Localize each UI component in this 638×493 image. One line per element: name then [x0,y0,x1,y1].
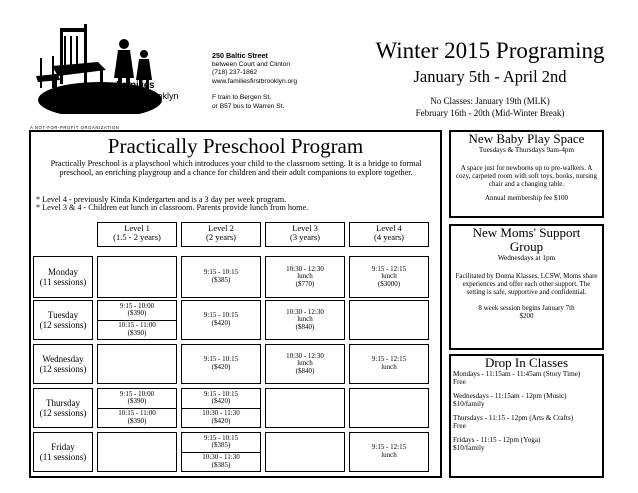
slot-tue-level1 [97,300,177,340]
slot-time: 10:15 - 11:00 [118,409,156,418]
slot-time: 9:15 - 10:15 [203,268,239,277]
slot-price: ($390) [127,397,147,406]
slot-time: 9:15 - 10:15 [203,311,239,320]
level-ages: (1.5 - 2 years) [113,232,161,242]
baby-play-space-box [449,130,604,218]
moms-support-price: $200 [519,312,534,320]
slot-price: ($420) [211,397,231,406]
logo-first-brooklyn [124,91,179,101]
slot-fri-level4 [349,432,429,472]
tagline: A NOT-FOR-PROFIT ORGANIZATION [30,125,120,130]
drop-in-item [453,414,600,430]
preschool-program-box [29,130,442,478]
level-ages: (2 years) [206,232,236,242]
slot-part [98,389,176,408]
slot-mon-level2 [181,256,261,298]
slot-wed-level3 [265,344,345,384]
slot-price: ($770) [295,279,315,288]
level-note: * Level 4 - previously Kinda Kindergarten and is a 3 day per week program. [36,195,287,204]
moms-support-description: Facilitated by Donna Klasses, LCSW, Moms share experiences and offer each other support. The setting is safe, supportive and confidential. [455,272,598,296]
slot-mon-level1 [97,256,177,298]
slot-part [98,301,176,320]
slot-wed-level4 [349,344,429,384]
baby-play-space-title: New Baby Play Space [468,131,585,146]
slot-time: 10:30 - 11:30 [202,453,240,462]
slot-wed-level1 [97,344,177,384]
slot-price: ($3000) [377,279,401,288]
drop-in-title: Drop In Classes [484,355,569,370]
drop-in-time: Fridays - 11:15 - 12pm (Yoga) [453,436,541,444]
level-name: Level 1 [124,223,150,233]
baby-play-space-schedule: Tuesdays & Thursdays 9am-4pm [478,146,575,154]
slot-price: ($420) [211,363,231,371]
slot-part [98,408,176,428]
level-note: * Level 3 & 4 - Children eat lunch in classroom. Parents provide lunch from home. [36,203,309,212]
day-header-friday [33,432,93,472]
day-sessions: (11 sessions) [39,277,87,287]
day-sessions: (12 sessions) [39,408,87,418]
slot-lunch: lunch [297,315,313,324]
slot-time: 10:30 - 12:30 [286,307,324,316]
drop-in-price: $10/family [453,400,485,408]
day-name: Wednesday [42,354,84,364]
slot-time: 9:15 - 10:15 [203,389,239,398]
transit-bus: or B57 bus to Warren St. [212,102,285,110]
slot-time: 10:30 - 12:30 [286,351,324,360]
slot-time: 9:15 - 10:15 [203,355,239,364]
day-name: Tuesday [47,310,79,320]
drop-in-time: Mondays - 11:15am - 11:45am (Story Time) [453,370,581,378]
level-header-1 [97,222,177,247]
slot-price: ($385) [211,441,231,450]
slot-price: ($385) [211,460,231,469]
day-header-thursday [33,388,93,428]
level-header-3 [265,222,345,247]
slot-time: 9:15 - 12:15 [371,264,407,273]
slot-price: ($390) [127,416,147,425]
day-sessions: (12 sessions) [39,364,87,374]
moms-support-group-box [449,224,604,350]
transit-train: F train to Bergen St. [212,94,272,102]
slot-tue-level3 [265,300,345,340]
page-title: Winter 2015 Programing [375,38,605,63]
moms-support-title: New Moms' Support Group [472,225,581,254]
program-title: Practically Preschool Program [107,134,364,158]
slot-time: 10:30 - 12:30 [286,264,324,273]
slot-thu-level1 [97,388,177,428]
slot-part [182,408,260,428]
slot-mon-level4 [349,256,429,298]
drop-in-item [453,370,600,386]
cross-streets: between Court and Clinton [212,60,291,68]
drop-in-price: $10/family [453,444,485,452]
slot-thu-level3 [265,388,345,428]
level-ages: (3 years) [290,232,320,242]
slot-time: 9:15 - 12:15 [371,443,407,452]
day-header-wednesday [33,344,93,384]
slot-time: 9:15 - 10:00 [119,301,155,310]
slot-tue-level2 [181,300,261,340]
slot-price: ($840) [295,366,315,375]
drop-in-time: Thursdays - 11:15 - 12pm (Arts & Crafts) [453,414,574,422]
slot-price: ($420) [211,319,231,327]
address-block [212,52,297,112]
slot-lunch: lunch [381,272,397,281]
level-ages: (4 years) [374,232,404,242]
drop-in-item [453,436,600,452]
no-classes-break: February 16th - 20th (Mid-Winter Break) [415,108,565,118]
slot-time: 9:15 - 10:15 [203,433,239,442]
slot-time: 10:15 - 11:00 [118,321,156,330]
day-sessions: (12 sessions) [39,320,87,330]
level-name: Level 2 [208,223,234,233]
level-name: Level 4 [376,223,402,233]
slot-part [98,320,176,340]
slot-price: ($840) [295,322,315,331]
slot-tue-level4 [349,300,429,340]
slot-fri-level3 [265,432,345,472]
drop-in-list [451,370,602,452]
slot-mon-level3 [265,256,345,298]
slot-time: 9:15 - 12:15 [371,355,407,364]
slot-thu-level4 [349,388,429,428]
slot-fri-level2 [181,432,261,472]
slot-part [182,389,260,408]
logo-first: First [124,91,144,101]
slot-price: ($390) [127,328,147,337]
baby-play-space-fee: Annual membership fee $100 [484,194,568,202]
slot-lunch: lunch [381,363,397,371]
drop-in-classes-box [449,354,604,478]
slot-price: ($390) [127,309,147,318]
no-classes-mlk: No Classes: January 19th (MLK) [430,96,550,106]
drop-in-item [453,392,600,408]
program-description: Practically Preschool is a playschool which introduces your child to the classroom setting. It is a bridge to formal preschool, an enriching playgroup and a chance for children and their adult companions to explore together. [50,159,422,177]
level-name: Level 3 [292,223,318,233]
level-header-2 [181,222,261,247]
slot-wed-level2 [181,344,261,384]
slot-time: 9:15 - 10:00 [119,389,155,398]
slot-thu-level2 [181,388,261,428]
logo-brooklyn: Brooklyn [143,91,179,101]
day-header-monday [33,256,93,298]
slot-price: ($385) [211,276,231,284]
phone-number: (718) 237-1862 [212,69,258,77]
day-name: Monday [48,267,78,277]
slot-part [182,452,260,472]
drop-in-price: Free [453,378,466,386]
day-header-tuesday [33,300,93,340]
slot-price: ($420) [211,416,231,425]
drop-in-time: Wednesdays - 11:15am - 12pm (Music) [453,392,567,400]
slot-time: 10:30 - 11:30 [202,409,240,418]
website-link[interactable]: www.familiesfirstbrooklyn.org [212,77,298,85]
slot-lunch: lunch [381,451,397,459]
day-sessions: (11 sessions) [39,452,87,462]
slot-part [182,433,260,452]
level-header-4 [349,222,429,247]
baby-play-space-description: A space just for newborns up to pre-walkers. A cozy, carpeted room with soft toys, books, nursing chair and a changing table. [455,164,598,188]
slot-fri-level1 [97,432,177,472]
moms-support-session: 8 week session begins January 7th [478,304,575,312]
moms-support-schedule: Wednesdays at 1pm [497,254,556,262]
day-name: Friday [51,442,75,452]
page-dates: January 5th - April 2nd [413,67,567,86]
drop-in-price: Free [453,422,466,430]
street-address: 250 Baltic Street [212,51,268,60]
day-name: Thursday [46,398,80,408]
logo-families: Families [116,80,155,91]
slot-lunch: lunch [297,272,313,281]
slot-lunch: lunch [297,359,313,368]
